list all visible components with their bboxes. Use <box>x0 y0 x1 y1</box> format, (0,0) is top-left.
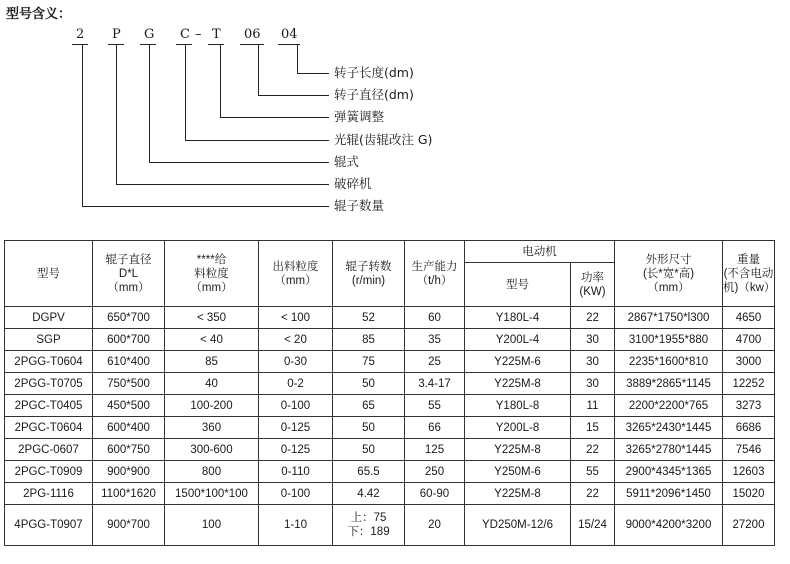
cell-feed: 85 <box>165 351 259 373</box>
cell-dims: 3265*2430*1445 <box>615 417 723 439</box>
table-row <box>5 439 775 461</box>
cell-output: 0-30 <box>259 351 333 373</box>
cell-speed: 65.5 <box>333 461 405 483</box>
cell-dl: 600*400 <box>93 417 165 439</box>
cell-dims: 2900*4345*1365 <box>615 461 723 483</box>
code-char-spring: T <box>212 27 221 42</box>
page-title: 型号含义： <box>6 7 72 22</box>
leader-vertical <box>116 45 117 184</box>
leader-horizontal <box>220 117 329 118</box>
cell-power: 30 <box>571 373 615 395</box>
meaning-roller-length: 转子长度(dm) <box>334 65 414 80</box>
cell-model: SGP <box>5 329 93 351</box>
table-row <box>5 417 775 439</box>
cell-motor: Y225M-8 <box>465 483 571 505</box>
cell-model: 2PG-1116 <box>5 483 93 505</box>
cell-dims: 3265*2780*1445 <box>615 439 723 461</box>
header-output-size: 出料粒度 （mm） <box>259 241 333 307</box>
table-row <box>5 307 775 329</box>
table-row <box>5 395 775 417</box>
cell-model: 2PGC-T0909 <box>5 461 93 483</box>
code-underline <box>72 44 88 45</box>
cell-feed: 100-200 <box>165 395 259 417</box>
leader-vertical <box>82 45 83 206</box>
cell-feed: 40 <box>165 373 259 395</box>
code-underline <box>176 44 192 45</box>
cell-weight: 4700 <box>723 329 775 351</box>
leader-vertical <box>185 45 186 140</box>
meaning-roller-count: 辊子数量 <box>334 198 385 213</box>
code-char-roller-type: G <box>144 27 155 42</box>
meaning-roller-type: 辊式 <box>334 154 360 169</box>
cell-dims: 9000*4200*3200 <box>615 505 723 546</box>
cell-capacity: 35 <box>405 329 465 351</box>
cell-power: 30 <box>571 351 615 373</box>
cell-speed: 50 <box>333 417 405 439</box>
cell-speed: 65 <box>333 395 405 417</box>
cell-capacity: 250 <box>405 461 465 483</box>
cell-dl: 600*750 <box>93 439 165 461</box>
cell-motor: Y200L-4 <box>465 329 571 351</box>
cell-output: 0-100 <box>259 395 333 417</box>
cell-dims: 3100*1955*880 <box>615 329 723 351</box>
cell-capacity: 3.4-17 <box>405 373 465 395</box>
header-motor-power: 功率 (KW) <box>571 263 615 307</box>
cell-speed: 85 <box>333 329 405 351</box>
cell-weight: 12603 <box>723 461 775 483</box>
cell-dims: 2867*1750*l300 <box>615 307 723 329</box>
cell-dl: 1100*1620 <box>93 483 165 505</box>
cell-dl: 900*900 <box>93 461 165 483</box>
cell-power: 15/24 <box>571 505 615 546</box>
cell-power: 30 <box>571 329 615 351</box>
cell-model: DGPV <box>5 307 93 329</box>
cell-output: 0-2 <box>259 373 333 395</box>
cell-feed: < 350 <box>165 307 259 329</box>
cell-speed <box>333 505 405 546</box>
cell-dl: 900*700 <box>93 505 165 546</box>
cell-weight: 3000 <box>723 351 775 373</box>
table-row <box>5 505 775 546</box>
spec-table <box>4 240 775 546</box>
cell-dl: 600*700 <box>93 329 165 351</box>
header-roller-speed: 辊子转数 (r/min) <box>333 241 405 307</box>
code-char-smooth: C <box>180 27 190 42</box>
meaning-spring: 弹簧调整 <box>334 109 385 124</box>
cell-output: < 100 <box>259 307 333 329</box>
cell-motor: Y225M-8 <box>465 439 571 461</box>
code-underline <box>208 44 224 45</box>
table-row <box>5 351 775 373</box>
leader-vertical <box>258 45 259 95</box>
cell-feed: 800 <box>165 461 259 483</box>
cell-output: 0-125 <box>259 439 333 461</box>
meaning-smooth-roller: 光辊(齿辊改注 G) <box>334 132 433 147</box>
cell-speed-upper: 上：75 <box>350 512 387 524</box>
header-dimensions: 外形尺寸 (长*宽*高) （mm） <box>615 241 723 307</box>
code-char-length: 04 <box>281 27 298 42</box>
leader-vertical <box>297 45 298 73</box>
cell-speed: 50 <box>333 439 405 461</box>
leader-horizontal <box>185 140 329 141</box>
leader-horizontal <box>149 162 329 163</box>
cell-power: 55 <box>571 461 615 483</box>
code-underline <box>240 44 264 45</box>
cell-weight: 27200 <box>723 505 775 546</box>
code-char-diameter: 06 <box>244 27 261 42</box>
cell-weight: 4650 <box>723 307 775 329</box>
leader-vertical <box>149 45 150 162</box>
cell-speed: 75 <box>333 351 405 373</box>
cell-speed: 50 <box>333 373 405 395</box>
table-row <box>5 329 775 351</box>
cell-power: 22 <box>571 483 615 505</box>
cell-feed: 100 <box>165 505 259 546</box>
cell-dims: 2200*2200*765 <box>615 395 723 417</box>
meaning-crusher: 破碎机 <box>334 176 372 191</box>
table-row <box>5 461 775 483</box>
cell-feed: < 40 <box>165 329 259 351</box>
leader-vertical <box>220 45 221 117</box>
cell-capacity: 25 <box>405 351 465 373</box>
cell-motor: Y200L-8 <box>465 417 571 439</box>
cell-power: 15 <box>571 417 615 439</box>
header-motor: 电动机 <box>465 241 615 263</box>
cell-motor: YD250M-12/6 <box>465 505 571 546</box>
leader-horizontal <box>82 206 329 207</box>
code-underline <box>140 44 156 45</box>
cell-output: 0-110 <box>259 461 333 483</box>
cell-capacity: 20 <box>405 505 465 546</box>
cell-dl: 450*500 <box>93 395 165 417</box>
cell-capacity: 66 <box>405 417 465 439</box>
cell-power: 11 <box>571 395 615 417</box>
cell-output: 0-125 <box>259 417 333 439</box>
leader-horizontal <box>116 184 329 185</box>
cell-weight: 15020 <box>723 483 775 505</box>
cell-capacity: 60 <box>405 307 465 329</box>
cell-weight: 12252 <box>723 373 775 395</box>
code-char-dash: – <box>195 27 202 42</box>
cell-weight: 6686 <box>723 417 775 439</box>
header-feed-size: ****给 料粒度 （mm） <box>165 241 259 307</box>
cell-feed: 300-600 <box>165 439 259 461</box>
cell-model: 2PGC-T0604 <box>5 417 93 439</box>
cell-capacity: 60-90 <box>405 483 465 505</box>
cell-dl: 610*400 <box>93 351 165 373</box>
cell-output: < 20 <box>259 329 333 351</box>
cell-motor: Y225M-6 <box>465 351 571 373</box>
cell-dims: 2235*1600*810 <box>615 351 723 373</box>
cell-model: 2PGG-T0604 <box>5 351 93 373</box>
header-roller-dl: 辊子直径 D*L （mm） <box>93 241 165 307</box>
cell-output: 1-10 <box>259 505 333 546</box>
code-char-crusher: P <box>112 27 121 42</box>
cell-model: 4PGG-T0907 <box>5 505 93 546</box>
cell-motor: Y225M-8 <box>465 373 571 395</box>
header-model: 型号 <box>5 241 93 307</box>
cell-feed: 360 <box>165 417 259 439</box>
header-motor-model: 型号 <box>465 263 571 307</box>
table-row <box>5 373 775 395</box>
cell-model: 2PGC-0607 <box>5 439 93 461</box>
cell-speed: 52 <box>333 307 405 329</box>
cell-dims: 5911*2096*1450 <box>615 483 723 505</box>
cell-speed-lower: 下：189 <box>347 526 390 538</box>
table-row <box>5 483 775 505</box>
cell-model: 2PGC-T0405 <box>5 395 93 417</box>
cell-weight: 3273 <box>723 395 775 417</box>
cell-capacity: 55 <box>405 395 465 417</box>
cell-weight: 7546 <box>723 439 775 461</box>
cell-power: 22 <box>571 307 615 329</box>
cell-dl: 650*700 <box>93 307 165 329</box>
cell-motor: Y180L-8 <box>465 395 571 417</box>
cell-feed: 1500*100*100 <box>165 483 259 505</box>
cell-power: 22 <box>571 439 615 461</box>
cell-speed: 4.42 <box>333 483 405 505</box>
meaning-roller-diameter: 转子直径(dm) <box>334 87 414 102</box>
leader-horizontal <box>258 95 329 96</box>
header-capacity: 生产能力 （t/h） <box>405 241 465 307</box>
cell-dl: 750*500 <box>93 373 165 395</box>
leader-horizontal <box>297 73 329 74</box>
cell-motor: Y250M-6 <box>465 461 571 483</box>
cell-motor: Y180L-4 <box>465 307 571 329</box>
header-weight: 重量 (不含电动 机)（kw） <box>723 241 775 307</box>
cell-dims: 3889*2865*1145 <box>615 373 723 395</box>
cell-capacity: 125 <box>405 439 465 461</box>
cell-model: 2PGG-T0705 <box>5 373 93 395</box>
code-char-rollers: 2 <box>76 27 85 42</box>
cell-output: 0-100 <box>259 483 333 505</box>
